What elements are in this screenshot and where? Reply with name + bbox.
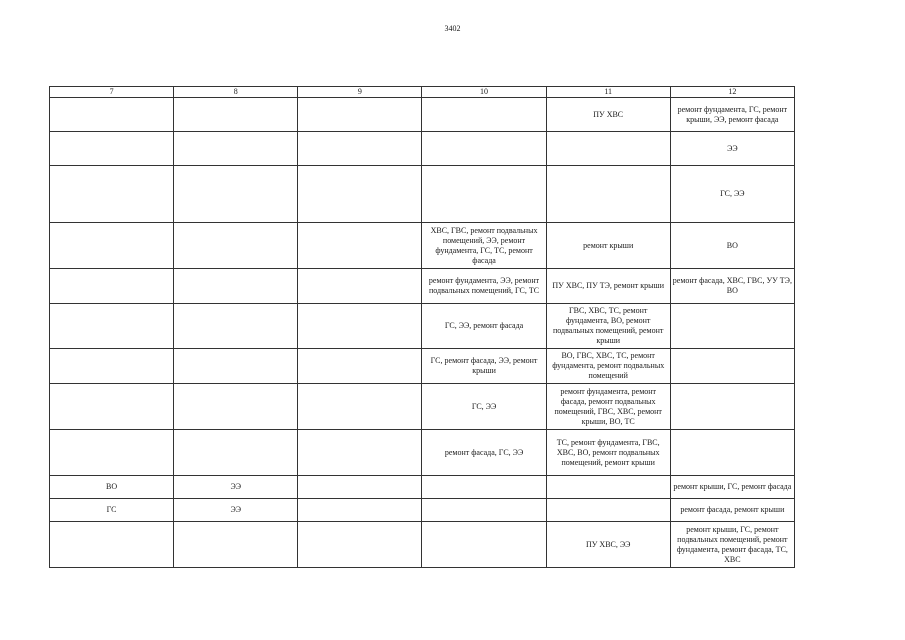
table-cell-col-9 — [298, 476, 422, 499]
table-cell-col-7 — [50, 223, 174, 269]
table-cell-col-12: ВО — [670, 223, 794, 269]
table-cell-col-9 — [298, 98, 422, 132]
column-header-7: 7 — [50, 87, 174, 98]
table-cell-col-7: ВО — [50, 476, 174, 499]
table-cell-col-8: ЭЭ — [174, 476, 298, 499]
table-row — [50, 132, 795, 166]
data-table — [49, 86, 795, 568]
table-cell-col-11: ВО, ГВС, ХВС, ТС, ремонт фундамента, ремонт подвальных помещений — [546, 349, 670, 384]
table-cell-col-11: ремонт крыши — [546, 223, 670, 269]
table-cell-col-8 — [174, 304, 298, 349]
table-cell-col-11: ТС, ремонт фундамента, ГВС, ХВС, ВО, ремонт подвальных помещений, ремонт крыши — [546, 430, 670, 476]
header-row — [50, 87, 795, 98]
table-cell-col-10 — [422, 98, 546, 132]
table-body — [50, 98, 795, 568]
table-cell-col-8 — [174, 223, 298, 269]
column-header-12: 12 — [670, 87, 794, 98]
table-cell-col-7 — [50, 98, 174, 132]
table-cell-col-10: ГС, ЭЭ, ремонт фасада — [422, 304, 546, 349]
table-cell-col-9 — [298, 384, 422, 430]
table-cell-col-10: ГС, ремонт фасада, ЭЭ, ремонт крыши — [422, 349, 546, 384]
table-cell-col-9 — [298, 522, 422, 568]
table-cell-col-12 — [670, 304, 794, 349]
table-cell-col-12: ремонт фундамента, ГС, ремонт крыши, ЭЭ, ремонт фасада — [670, 98, 794, 132]
table-row — [50, 166, 795, 223]
table-cell-col-11: ПУ ХВС, ЭЭ — [546, 522, 670, 568]
table-cell-col-11 — [546, 499, 670, 522]
table-cell-col-12 — [670, 349, 794, 384]
table-cell-col-11: ремонт фундамента, ремонт фасада, ремонт подвальных помещений, ГВС, ХВС, ремонт крыши, ВО, ТС — [546, 384, 670, 430]
column-header-10: 10 — [422, 87, 546, 98]
column-header-8: 8 — [174, 87, 298, 98]
table-cell-col-9 — [298, 304, 422, 349]
column-header-9: 9 — [298, 87, 422, 98]
table-cell-col-8 — [174, 132, 298, 166]
table-cell-col-10 — [422, 499, 546, 522]
table-row — [50, 269, 795, 304]
table-cell-col-12: ремонт крыши, ГС, ремонт подвальных помещений, ремонт фундамента, ремонт фасада, ТС, ХВС — [670, 522, 794, 568]
table-header — [50, 87, 795, 98]
table-cell-col-7 — [50, 384, 174, 430]
table-cell-col-7 — [50, 349, 174, 384]
table-cell-col-12 — [670, 430, 794, 476]
table-cell-col-9 — [298, 430, 422, 476]
table-row — [50, 476, 795, 499]
table-cell-col-12: ремонт крыши, ГС, ремонт фасада — [670, 476, 794, 499]
table-cell-col-8 — [174, 430, 298, 476]
table-cell-col-11: ПУ ХВС, ПУ ТЭ, ремонт крыши — [546, 269, 670, 304]
table-cell-col-9 — [298, 349, 422, 384]
table-cell-col-9 — [298, 166, 422, 223]
table-cell-col-11: ГВС, ХВС, ТС, ремонт фундамента, ВО, ремонт подвальных помещений, ремонт крыши — [546, 304, 670, 349]
column-header-11: 11 — [546, 87, 670, 98]
table-cell-col-8: ЭЭ — [174, 499, 298, 522]
table-row — [50, 223, 795, 269]
table-cell-col-10: ремонт фасада, ГС, ЭЭ — [422, 430, 546, 476]
table-cell-col-7: ГС — [50, 499, 174, 522]
table-cell-col-10: ХВС, ГВС, ремонт подвальных помещений, ЭЭ, ремонт фундамента, ГС, ТС, ремонт фасада — [422, 223, 546, 269]
table-cell-col-10 — [422, 166, 546, 223]
table-cell-col-8 — [174, 522, 298, 568]
table-row — [50, 349, 795, 384]
table-cell-col-12 — [670, 384, 794, 430]
page-number: 3402 — [444, 24, 461, 33]
table-row — [50, 304, 795, 349]
table-row — [50, 522, 795, 568]
table-cell-col-8 — [174, 349, 298, 384]
table-cell-col-11 — [546, 166, 670, 223]
table-cell-col-7 — [50, 304, 174, 349]
table-cell-col-7 — [50, 522, 174, 568]
table-cell-col-8 — [174, 269, 298, 304]
table-cell-col-12: ГС, ЭЭ — [670, 166, 794, 223]
table-cell-col-7 — [50, 269, 174, 304]
table-cell-col-7 — [50, 132, 174, 166]
table-cell-col-11 — [546, 476, 670, 499]
table-cell-col-12: ремонт фасада, ХВС, ГВС, УУ ТЭ, ВО — [670, 269, 794, 304]
table-cell-col-9 — [298, 269, 422, 304]
table-row — [50, 430, 795, 476]
table-cell-col-10 — [422, 476, 546, 499]
table-row — [50, 98, 795, 132]
table-cell-col-7 — [50, 430, 174, 476]
table-cell-col-10 — [422, 132, 546, 166]
table-cell-col-11: ПУ ХВС — [546, 98, 670, 132]
table-cell-col-9 — [298, 132, 422, 166]
table-cell-col-10: ремонт фундамента, ЭЭ, ремонт подвальных помещений, ГС, ТС — [422, 269, 546, 304]
table-cell-col-11 — [546, 132, 670, 166]
table-cell-col-12: ремонт фасада, ремонт крыши — [670, 499, 794, 522]
table-cell-col-9 — [298, 223, 422, 269]
table-cell-col-10 — [422, 522, 546, 568]
table-row — [50, 384, 795, 430]
table-cell-col-9 — [298, 499, 422, 522]
table-cell-col-7 — [50, 166, 174, 223]
table-cell-col-8 — [174, 98, 298, 132]
table-cell-col-8 — [174, 166, 298, 223]
table-cell-col-10: ГС, ЭЭ — [422, 384, 546, 430]
table-cell-col-8 — [174, 384, 298, 430]
table-cell-col-12: ЭЭ — [670, 132, 794, 166]
table-row — [50, 499, 795, 522]
